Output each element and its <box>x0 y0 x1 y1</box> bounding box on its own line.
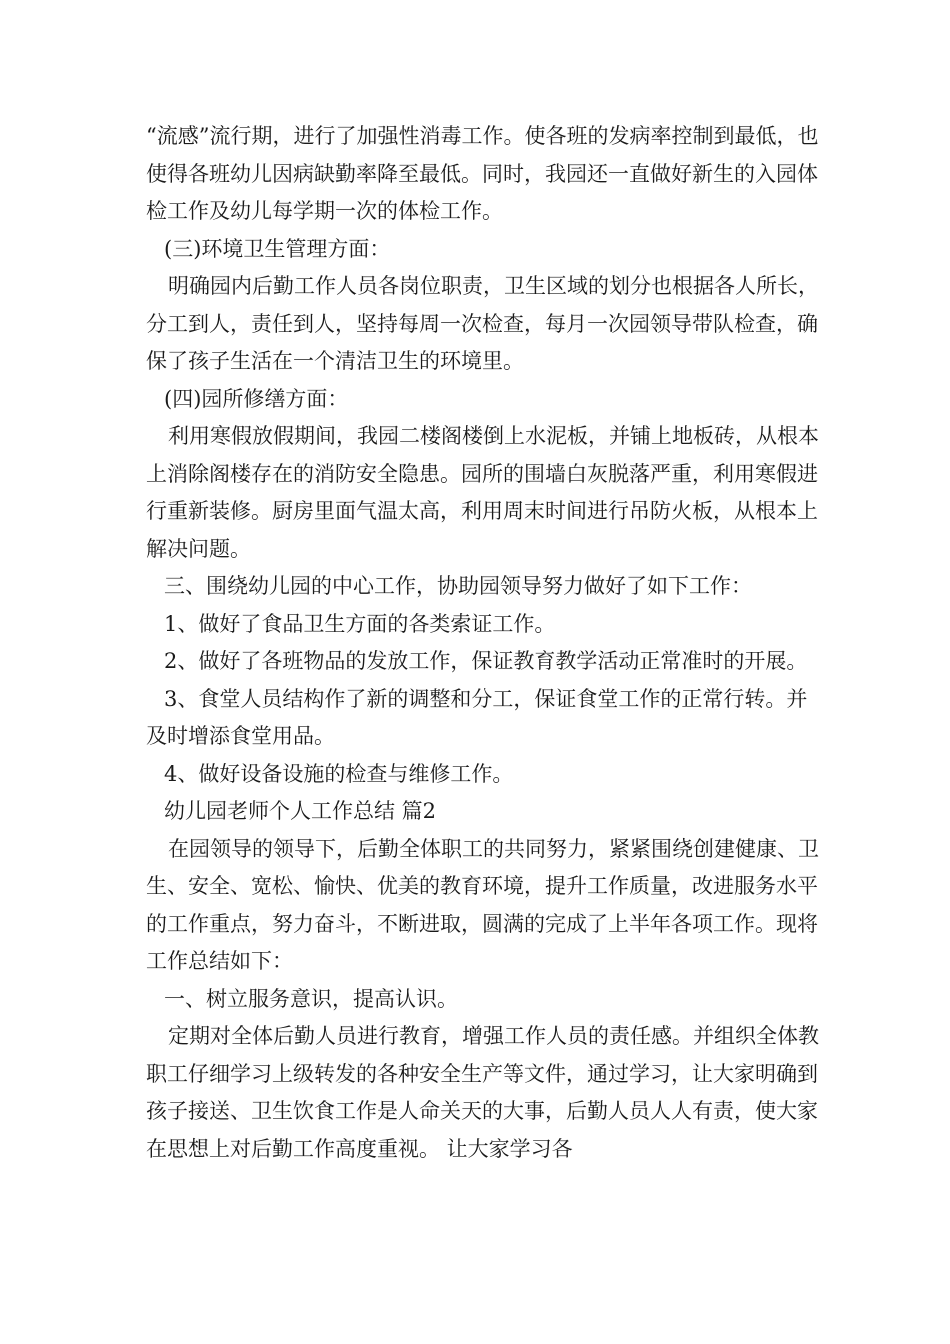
paragraph-facility-repair: 利用寒假放假期间，我园二楼阁楼倒上水泥板，并铺上地板砖，从根本上消除阁楼存在的消防安全隐患。园所的围墙白灰脱落严重，利用寒假进行重新装修。厨房里面气温太高，利用周末时间进行吊防火板，从根本上解决问题。 <box>146 424 819 561</box>
list-item-1: 1、做好了食品卫生方面的各类索证工作。 <box>164 611 556 636</box>
paragraph-flu-disinfection: “流感”流行期，进行了加强性消毒工作。使各班的发病率控制到最低，也使得各班幼儿因病缺勤率降至最低。同时，我园还一直做好新生的入园体检工作及幼儿每学期一次的体检工作。 <box>146 124 819 223</box>
paragraph-service-awareness: 定期对全体后勤人员进行教育，增强工作人员的责任感。并组织全体教职工仔细学习上级转发的各种安全生产等文件，通过学习，让大家明确到孩子接送、卫生饮食工作是人命关天的大事，后勤人员人人有责，使大家在思想上对后勤工作高度重视。 让大家学习各 <box>146 1024 819 1161</box>
document-body <box>146 118 826 1168</box>
heading-section-three: 三、围绕幼儿园的中心工作，协助园领导努力做好了如下工作： <box>164 574 752 598</box>
list-item-2: 2、做好了各班物品的发放工作，保证教育教学活动正常准时的开展。 <box>164 649 808 673</box>
heading-facility-repair: (四)园所修缮方面： <box>164 386 349 411</box>
article-title-part-2: 幼儿园老师个人工作总结 篇2 <box>164 799 437 823</box>
list-item-4: 4、做好设备设施的检查与维修工作。 <box>164 761 514 786</box>
paragraph-environment-hygiene: 明确园内后勤工作人员各岗位职责，卫生区域的划分也根据各人所长，分工到人，责任到人，坚持每周一次检查，每月一次园领导带队检查，确保了孩子生活在一个清洁卫生的环境里。 <box>146 274 819 373</box>
list-item-3: 3、食堂人员结构作了新的调整和分工，保证食堂工作的正常行转。并及时增添食堂用品。 <box>146 686 808 748</box>
heading-environment-hygiene: (三)环境卫生管理方面： <box>164 236 391 261</box>
heading-service-awareness: 一、树立服务意识，提高认识。 <box>164 986 458 1011</box>
paragraph-intro-part-2: 在园领导的领导下，后勤全体职工的共同努力，紧紧围绕创建健康、卫生、安全、宽松、愉快、优美的教育环境，提升工作质量，改进服务水平的工作重点，努力奋斗，不断进取，圆满的完成了上半年各项工作。现将工作总结如下： <box>146 836 819 973</box>
